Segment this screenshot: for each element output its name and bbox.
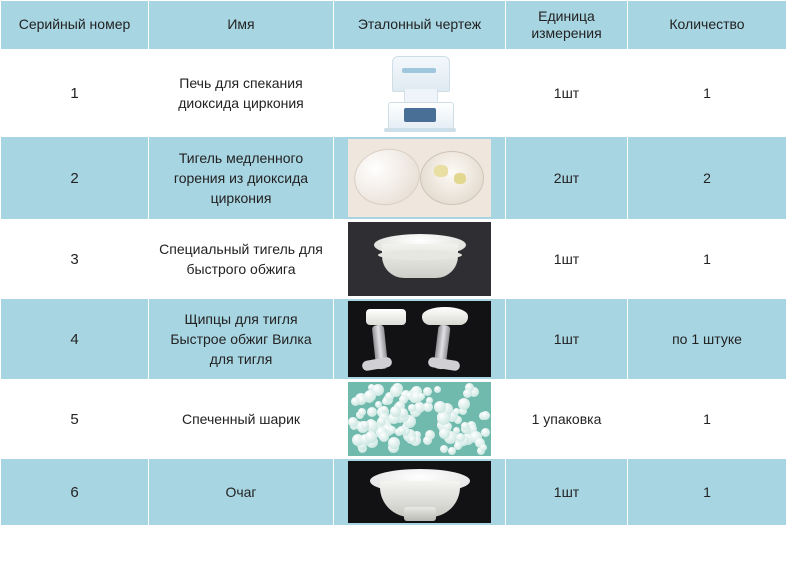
bead [381,406,388,413]
cell-reference-drawing [334,220,506,299]
table-row [1,299,786,380]
crucible-bowl [420,151,484,205]
cell-serial: 5 [1,380,149,459]
furnace-neck [404,89,438,103]
bead [480,444,487,451]
bead [382,398,389,405]
cell-quantity: 1 [628,220,786,299]
cell-serial: 3 [1,220,149,299]
crucible-lid [349,143,425,211]
tongs-holder-left [366,309,406,325]
cell-unit: 1шт [506,459,628,526]
column-header-unit [506,1,628,50]
furnace-foot [384,128,456,132]
bead [423,436,432,445]
bead [375,401,382,408]
cell-reference-drawing [334,137,506,220]
bead [481,428,490,437]
crucible-content-chip [434,165,448,177]
bead [426,397,433,404]
hearth-stem [404,507,436,521]
furnace-upper-body [392,56,450,92]
table-row [1,50,786,137]
cell-name: Очаг [149,459,334,526]
cell-quantity: по 1 штуке [628,299,786,380]
cell-quantity: 1 [628,459,786,526]
bead [456,433,465,442]
sintering-furnace-photo [348,52,491,134]
cell-name: Специальный тигель для быстрого обжига [149,220,334,299]
bead [388,437,400,449]
crucible-tongs-photo [348,301,491,377]
crucible-inner-ring [378,250,462,260]
column-header-name: Имя [149,1,334,50]
column-header-unit-line2: измерения [531,25,602,41]
bead [409,436,416,443]
cell-unit: 1шт [506,50,628,137]
table-body [1,50,786,526]
bead [367,407,377,417]
bead [365,431,377,443]
cell-quantity: 2 [628,137,786,220]
slow-burn-crucible-photo [348,139,491,217]
cell-serial: 2 [1,137,149,220]
bead [434,401,446,413]
table-row [1,220,786,299]
column-header-unit-line1: Единица [538,8,595,25]
table-row [1,380,786,459]
cell-name: Щипцы для тигля Быстрое обжиг Вилка для тигля [149,299,334,380]
bead [418,393,425,400]
bead [439,428,450,439]
hearth-photo [348,461,491,523]
cell-name: Тигель медленного горения из диоксида циркония [149,137,334,220]
bead [458,398,470,410]
cell-serial: 1 [1,50,149,137]
table-row [1,137,786,220]
tongs-jaw-left [361,356,392,371]
bead [377,417,386,426]
bead [390,406,401,417]
furnace-brand-label [402,68,436,73]
cell-quantity: 1 [628,380,786,459]
column-header-reference-drawing: Эталонный чертеж [334,1,506,50]
bead [437,412,450,425]
table-row [1,459,786,526]
cell-serial: 4 [1,299,149,380]
bead [364,390,376,402]
cell-unit: 2шт [506,137,628,220]
bead [358,408,366,416]
crucible-content-chip [454,173,466,184]
tongs-jaw-right [427,357,460,372]
fast-fire-crucible-photo [348,222,491,296]
bead [390,385,402,397]
bead [361,421,369,429]
bead [481,411,490,420]
cell-unit: 1шт [506,299,628,380]
cell-reference-drawing [334,299,506,380]
header-row [1,1,786,50]
bead [398,427,406,435]
furnace-control-panel [404,108,436,122]
tongs-holder-right [422,307,468,325]
bead [463,389,472,398]
bead [408,404,416,412]
bead [440,445,448,453]
bead [434,386,441,393]
cell-unit: 1шт [506,220,628,299]
cell-name: Спеченный шарик [149,380,334,459]
sintering-beads-photo [348,382,491,456]
cell-quantity: 1 [628,50,786,137]
cell-reference-drawing [334,380,506,459]
cell-unit: 1 упаковка [506,380,628,459]
bead [461,422,469,430]
cell-name: Печь для спекания диоксида циркония [149,50,334,137]
table-header [1,1,786,50]
bead [454,442,462,450]
bead [453,408,460,415]
cell-serial: 6 [1,459,149,526]
cell-reference-drawing [334,50,506,137]
cell-reference-drawing [334,459,506,526]
column-header-serial: Серийный номер [1,1,149,50]
column-header-quantity: Количество [628,1,786,50]
